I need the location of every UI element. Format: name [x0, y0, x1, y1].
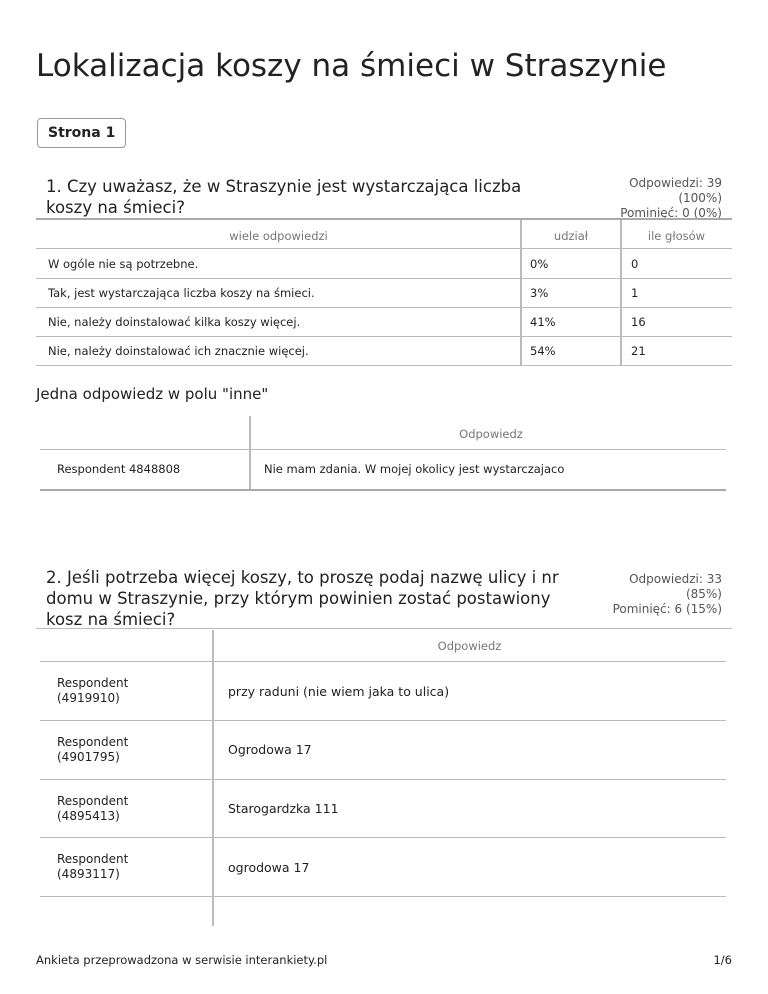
header-answer: Odpowiedz [459, 427, 523, 441]
header-answers: wiele odpowiedzi [229, 229, 328, 243]
divider [212, 630, 214, 926]
divider [40, 837, 726, 838]
other-answers-heading: Jedna odpowiedz w polu "inne" [36, 385, 269, 403]
divider [36, 336, 732, 337]
respondent-id [57, 676, 128, 706]
question-2-title-line: domu w Straszynie, przy którym powinien zostać postawiony [46, 589, 551, 608]
answer-text: Tak, jest wystarczająca liczba koszy na śmieci. [48, 286, 315, 300]
header-share: udział [553, 229, 589, 243]
answer-text: Ogrodowa 17 [228, 742, 312, 757]
answers-count: Odpowiedzi: 33 [629, 572, 722, 586]
respondent-number: (4893117) [57, 867, 120, 881]
answer-text: ogrodowa 17 [228, 860, 310, 875]
divider [36, 278, 732, 279]
question-2-stats [572, 572, 722, 617]
divider [36, 248, 732, 249]
question-1-title-line: 1. Czy uważasz, że w Straszynie jest wystarczająca liczba [46, 177, 522, 196]
answer-text: Nie, należy doinstalować ich znacznie więcej. [48, 344, 309, 358]
respondent-label: Respondent [57, 852, 129, 866]
divider [36, 218, 732, 220]
answer-share: 41% [530, 315, 556, 329]
answers-count: Odpowiedzi: 39 [629, 176, 722, 190]
page-number: 1/6 [713, 953, 732, 967]
respondent-number: (4901795) [57, 750, 120, 764]
respondent-id [57, 794, 128, 824]
divider [40, 896, 726, 897]
divider [40, 661, 726, 662]
answer-text: Nie mam zdania. W mojej okolicy jest wystarczajaco [264, 462, 565, 476]
answer-share: 3% [530, 286, 549, 300]
skips-count: Pominięć: 0 (0%) [620, 206, 722, 220]
divider [40, 779, 726, 780]
answer-votes: 16 [631, 315, 646, 329]
answer-text: W ogóle nie są potrzebne. [48, 257, 199, 271]
divider [36, 365, 732, 366]
answer-share: 54% [530, 344, 556, 358]
divider [36, 628, 732, 629]
respondent-number: (4895413) [57, 809, 120, 823]
header-votes: ile głosów [647, 229, 706, 243]
page-section-label: Strona 1 [37, 118, 126, 148]
respondent-label: Respondent [57, 735, 129, 749]
question-2-title-line: 2. Jeśli potrzeba więcej koszy, to proszę podaj nazwę ulicy i nr [46, 568, 559, 587]
divider [40, 489, 726, 491]
divider [40, 720, 726, 721]
answer-votes: 1 [631, 286, 639, 300]
respondent-label: Respondent [57, 676, 129, 690]
answers-percent: (100%) [678, 191, 722, 205]
answer-share: 0% [530, 257, 549, 271]
question-2-title-line: kosz na śmieci? [46, 610, 176, 629]
page-title: Lokalizacja koszy na śmieci w Straszynie [36, 48, 667, 84]
answers-percent: (85%) [685, 587, 722, 601]
respondent-number: (4919910) [57, 691, 120, 705]
header-answer: Odpowiedz [437, 639, 502, 653]
skips-count: Pominięć: 6 (15%) [612, 602, 722, 616]
answer-votes: 21 [631, 344, 646, 358]
question-1-stats [572, 176, 722, 221]
answer-text: Nie, należy doinstalować kilka koszy więcej. [48, 315, 301, 329]
respondent-id: Respondent 4848808 [57, 462, 181, 476]
divider [36, 307, 732, 308]
question-1-title [46, 176, 521, 218]
answer-votes: 0 [631, 257, 639, 271]
respondent-id [57, 735, 128, 765]
question-1-title-line: koszy na śmieci? [46, 198, 185, 217]
footer-source: Ankieta przeprowadzona w serwisie interankiety.pl [36, 953, 328, 967]
answer-text: Starogardzka 111 [228, 801, 339, 816]
divider [520, 220, 522, 366]
respondent-id [57, 852, 128, 882]
divider [620, 220, 622, 366]
respondent-label: Respondent [57, 794, 129, 808]
question-2-title [46, 567, 559, 630]
answer-text: przy raduni (nie wiem jaka to ulica) [228, 684, 450, 699]
divider [40, 449, 726, 450]
